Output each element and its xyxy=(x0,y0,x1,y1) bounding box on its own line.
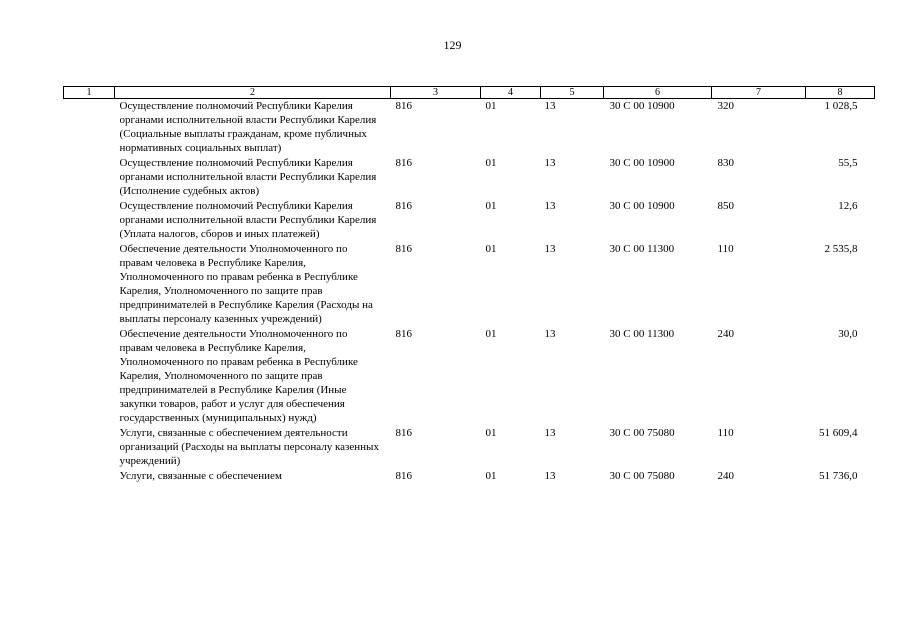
section-code-cell: 01 xyxy=(485,100,497,112)
subsection-code-cell: 13 xyxy=(544,100,556,112)
amount-cell: 51 736,0 xyxy=(819,470,858,482)
column-header-5: 5 xyxy=(541,87,604,99)
section-code-cell: 01 xyxy=(485,157,497,169)
subsection-code-cell: 13 xyxy=(544,200,556,212)
expense-name-cell: Услуги, связанные с обеспечением xyxy=(119,470,282,482)
column-header-4: 4 xyxy=(481,87,541,99)
grbs-code-cell: 816 xyxy=(395,157,412,169)
table-row xyxy=(64,99,875,157)
grbs-code-cell: 816 xyxy=(395,427,412,439)
target-article-cell: 30 С 00 10900 xyxy=(609,100,675,112)
section-code-cell: 01 xyxy=(485,200,497,212)
expense-name-cell: Осуществление полномочий Республики Карелия органами исполнительной власти Республики Карелия (Социальные выплаты гражданам, кроме публичных нормативных социальных выплат) xyxy=(119,100,377,154)
expense-name-cell: Обеспечение деятельности Уполномоченного по правам человека в Республике Карелия, Уполномоченного по правам ребенка в Республике Карелия, Уполномоченного по защите прав предпринимателей в Республике Карелия (Иные закупки товаров, работ и услуг для обеспечения государственных (муниципальных) нужд) xyxy=(119,328,358,424)
column-header-7: 7 xyxy=(712,87,806,99)
amount-cell: 12,6 xyxy=(838,200,858,212)
amount-cell: 2 535,8 xyxy=(824,243,858,255)
table-row xyxy=(64,156,875,199)
row-number-cell xyxy=(64,242,115,327)
subsection-code-cell: 13 xyxy=(544,427,556,439)
grbs-code-cell: 816 xyxy=(395,200,412,212)
column-header-6: 6 xyxy=(604,87,712,99)
expense-type-cell: 110 xyxy=(717,427,734,439)
expense-name-cell: Осуществление полномочий Республики Карелия органами исполнительной власти Республики Карелия (Уплата налогов, сборов и иных платежей) xyxy=(119,200,377,240)
row-number-cell xyxy=(64,469,115,484)
page-number: 129 xyxy=(443,38,462,52)
column-header-1: 1 xyxy=(64,87,115,99)
section-code-cell: 01 xyxy=(485,328,497,340)
table-row xyxy=(64,426,875,469)
column-header-3: 3 xyxy=(391,87,481,99)
row-number-cell xyxy=(64,199,115,242)
grbs-code-cell: 816 xyxy=(395,470,412,482)
row-number-cell xyxy=(64,99,115,157)
grbs-code-cell: 816 xyxy=(395,243,412,255)
table-row xyxy=(64,242,875,327)
table-row xyxy=(64,469,875,484)
amount-cell: 30,0 xyxy=(838,328,858,340)
target-article-cell: 30 С 00 10900 xyxy=(609,200,675,212)
row-number-cell xyxy=(64,327,115,426)
subsection-code-cell: 13 xyxy=(544,470,556,482)
amount-cell: 55,5 xyxy=(838,157,858,169)
section-code-cell: 01 xyxy=(485,243,497,255)
target-article-cell: 30 С 00 75080 xyxy=(609,427,675,439)
section-code-cell: 01 xyxy=(485,470,497,482)
expense-type-cell: 240 xyxy=(717,470,734,482)
row-number-cell xyxy=(64,426,115,469)
grbs-code-cell: 816 xyxy=(395,100,412,112)
table-row xyxy=(64,199,875,242)
target-article-cell: 30 С 00 10900 xyxy=(609,157,675,169)
subsection-code-cell: 13 xyxy=(544,328,556,340)
grbs-code-cell: 816 xyxy=(395,328,412,340)
row-number-cell xyxy=(64,156,115,199)
expense-name-cell: Осуществление полномочий Республики Карелия органами исполнительной власти Республики Карелия (Исполнение судебных актов) xyxy=(119,157,377,197)
expense-name-cell: Услуги, связанные с обеспечением деятельности организаций (Расходы на выплаты персоналу казенных учреждений) xyxy=(119,427,379,467)
expense-type-cell: 830 xyxy=(717,157,734,169)
column-header-2: 2 xyxy=(115,87,391,99)
expense-type-cell: 320 xyxy=(717,100,734,112)
subsection-code-cell: 13 xyxy=(544,157,556,169)
header-row xyxy=(64,87,875,99)
expense-type-cell: 110 xyxy=(717,243,734,255)
expense-name-cell: Обеспечение деятельности Уполномоченного по правам человека в Республике Карелия, Уполномоченного по правам ребенка в Республике Карелия, Уполномоченного по защите прав предпринимателей в Республике Карелия (Расходы на выплаты персоналу казенных учреждений) xyxy=(119,243,373,325)
target-article-cell: 30 С 00 11300 xyxy=(609,243,675,255)
budget-table xyxy=(63,86,875,484)
table-row xyxy=(64,327,875,426)
amount-cell: 51 609,4 xyxy=(819,427,858,439)
expense-type-cell: 850 xyxy=(717,200,734,212)
section-code-cell: 01 xyxy=(485,427,497,439)
target-article-cell: 30 С 00 11300 xyxy=(609,328,675,340)
expense-type-cell: 240 xyxy=(717,328,734,340)
amount-cell: 1 028,5 xyxy=(824,100,858,112)
target-article-cell: 30 С 00 75080 xyxy=(609,470,675,482)
column-header-8: 8 xyxy=(806,87,875,99)
subsection-code-cell: 13 xyxy=(544,243,556,255)
